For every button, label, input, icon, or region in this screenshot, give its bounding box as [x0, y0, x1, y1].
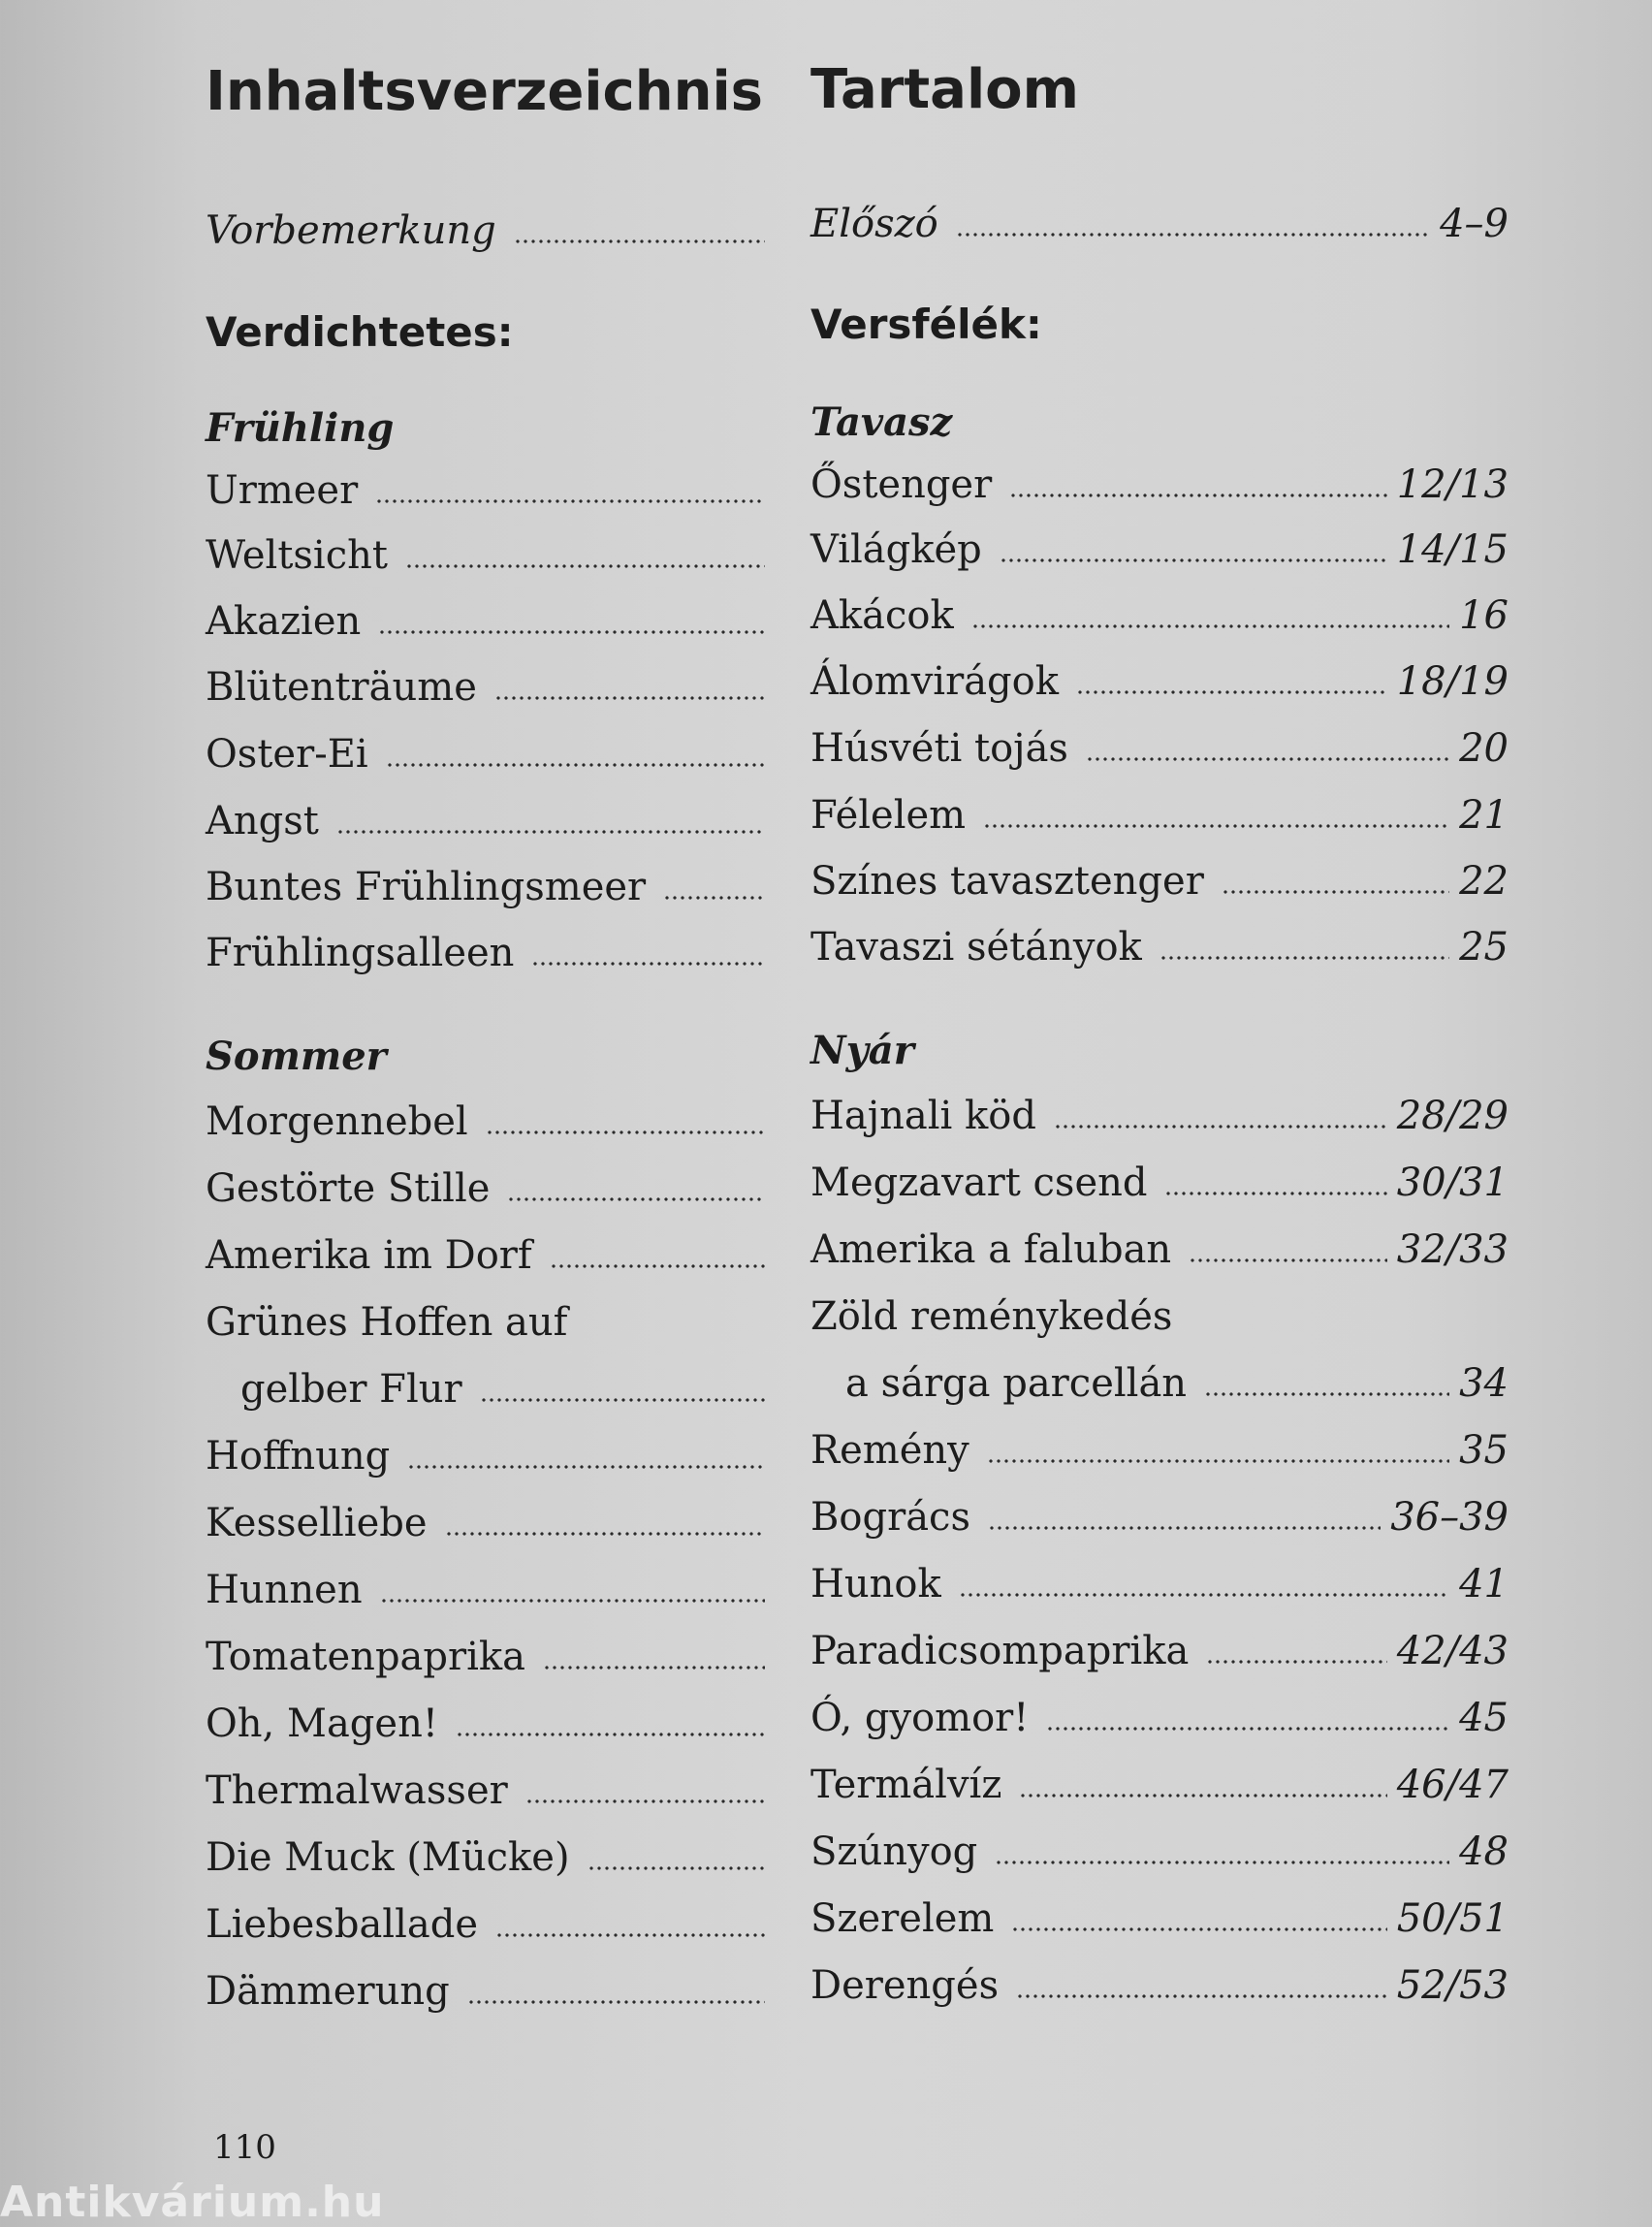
toc-entry-hu: Akácok 16: [810, 593, 1509, 638]
page-number: 110: [213, 2128, 276, 2167]
page-ref: 18/19: [1396, 659, 1509, 704]
dot-leader: [1000, 558, 1387, 562]
page-ref: 14/15: [1396, 527, 1509, 572]
dot-leader: [1164, 1192, 1386, 1195]
dot-leader: [445, 1532, 765, 1536]
toc-entry-hu: Remény 35: [810, 1428, 1509, 1473]
foreword-de-label: Vorbemerkung: [206, 208, 496, 253]
page-ref: 4–9: [1440, 202, 1509, 246]
spring-title-hu: Tavasz: [810, 399, 953, 445]
watermark-logo: Antikvárium.hu: [0, 2178, 385, 2227]
toc-entry-hu: Termálvíz 46/47: [810, 1763, 1509, 1807]
toc-entry-de: Die Muck (Mücke): [206, 1835, 775, 1893]
toc-entry-hu: Derengés 52/53: [810, 1963, 1509, 2008]
dot-leader: [1011, 1927, 1386, 1931]
dot-leader: [1086, 757, 1449, 761]
dot-leader: [405, 564, 765, 568]
toc-entry-de: Gestörte Stille: [206, 1166, 775, 1225]
summer-title-de: Sommer: [206, 1034, 387, 1079]
dot-leader: [378, 630, 765, 634]
page-ref: 41: [1459, 1562, 1509, 1607]
toc-entry-hu: a sárga parcellán 34: [845, 1361, 1509, 1406]
toc-entry-hu: Hajnali köd 28/29: [810, 1094, 1509, 1138]
toc-entry-hu: Szerelem 50/51: [810, 1896, 1509, 1941]
page-ref: 28/29: [1396, 1094, 1509, 1138]
toc-entry-hu: Színes tavasztenger 22: [810, 859, 1509, 904]
toc-entry-de: Oster-Ei: [206, 732, 775, 790]
dot-leader: [480, 1398, 765, 1402]
toc-entry-de: Akazien: [206, 599, 775, 657]
dot-leader: [1222, 890, 1449, 894]
dot-leader: [467, 2000, 765, 2004]
dot-leader: [959, 1593, 1449, 1597]
foreword-de-row: [206, 208, 775, 267]
page-ref: 52/53: [1396, 1963, 1509, 2008]
page-ref: 22: [1459, 859, 1509, 904]
page-ref: 42/43: [1396, 1629, 1509, 1673]
dot-leader: [507, 1197, 765, 1201]
dot-leader: [663, 896, 765, 900]
category-hu: Versfélék:: [810, 301, 1042, 348]
dot-leader: [550, 1264, 765, 1268]
toc-entry-de: Thermalwasser: [206, 1768, 775, 1827]
dot-leader: [456, 1733, 765, 1736]
toc-entry-hu: Megzavart csend 30/31: [810, 1161, 1509, 1205]
dot-leader: [1189, 1258, 1387, 1262]
page-ref: 46/47: [1396, 1763, 1509, 1807]
toc-entry-hu: Szúnyog 48: [810, 1829, 1509, 1874]
category-de: Verdichtetes:: [206, 308, 514, 356]
toc-entry-de: Liebesballade: [206, 1902, 775, 1960]
dot-leader: [1009, 493, 1386, 497]
toc-entry-de: Amerika im Dorf: [206, 1233, 775, 1291]
toc-entry-de-line1: Grünes Hoffen auf: [206, 1300, 568, 1345]
toc-entry-hu: Húsvéti tojás 20: [810, 726, 1509, 771]
dot-leader: [971, 624, 1449, 628]
toc-entry-de: Frühlingsalleen: [206, 931, 775, 989]
page-ref: 34: [1459, 1361, 1509, 1406]
dot-leader: [486, 1130, 765, 1134]
page-ref: 36–39: [1390, 1495, 1509, 1540]
dot-leader: [1046, 1727, 1449, 1731]
dot-leader: [956, 233, 1430, 237]
dot-leader: [1160, 956, 1449, 960]
page-ref: 48: [1459, 1829, 1509, 1874]
page-ref: 20: [1459, 726, 1509, 771]
page-ref: 45: [1459, 1696, 1509, 1740]
toc-entry-hu: Ó, gyomor! 45: [810, 1696, 1509, 1740]
dot-leader: [995, 1861, 1449, 1864]
dot-leader: [407, 1465, 765, 1469]
dot-leader: [987, 1459, 1449, 1463]
page-ref: 35: [1459, 1428, 1509, 1473]
toc-entry-hu: Álomvirágok 18/19: [810, 659, 1509, 704]
toc-entry-de: Urmeer: [206, 468, 775, 526]
toc-entry-hu: Félelem 21: [810, 793, 1509, 838]
toc-entry-hu: Hunok 41: [810, 1562, 1509, 1607]
foreword-hu-label: Előszó: [810, 202, 938, 246]
foreword-hu-row: [810, 202, 1509, 260]
summer-title-hu: Nyár: [810, 1028, 914, 1073]
toc-entry-hu: Őstenger 12/13: [810, 462, 1509, 507]
dot-leader: [1204, 1392, 1449, 1396]
dot-leader: [531, 962, 765, 966]
dot-leader: [588, 1866, 765, 1870]
toc-entry-de: gelber Flur: [206, 1367, 775, 1425]
german-heading: Inhaltsverzeichnis: [206, 60, 763, 123]
dot-leader: [495, 1933, 765, 1937]
dot-leader: [380, 1599, 765, 1603]
dot-leader: [375, 499, 765, 503]
spring-title-de: Frühling: [206, 405, 395, 451]
dot-leader: [1054, 1125, 1387, 1129]
toc-entry-de: Dämmerung: [206, 1969, 775, 2027]
page-ref: 30/31: [1396, 1161, 1509, 1205]
toc-entry-de: Buntes Frühlingsmeer: [206, 865, 775, 923]
dot-leader: [1076, 690, 1387, 694]
dot-leader: [983, 824, 1449, 828]
page-ref: 12/13: [1396, 462, 1509, 507]
toc-entry-de: Hunnen: [206, 1568, 775, 1626]
page-ref: 16: [1459, 593, 1509, 638]
page-ref: 32/33: [1396, 1227, 1509, 1272]
toc-entry-de: Weltsicht: [206, 533, 775, 591]
page-ref: 25: [1459, 925, 1509, 970]
toc-entry-de: Hoffnung: [206, 1434, 775, 1492]
dot-leader: [514, 239, 765, 243]
dot-leader: [1206, 1660, 1386, 1664]
dot-leader: [1019, 1794, 1386, 1798]
dot-leader: [988, 1526, 1381, 1530]
dot-leader: [1016, 1994, 1387, 1998]
dot-leader: [336, 830, 765, 834]
toc-entry-de: Tomatenpaprika: [206, 1635, 775, 1693]
toc-entry-hu: Bogrács 36–39: [810, 1495, 1509, 1540]
toc-entry-de: Kesselliebe: [206, 1501, 775, 1559]
toc-entry-hu: Tavaszi sétányok 25: [810, 925, 1509, 970]
page-ref: 21: [1459, 793, 1509, 838]
dot-leader: [525, 1799, 765, 1803]
toc-entry-hu-line1: Zöld reménykedés: [810, 1294, 1173, 1339]
page-ref: 50/51: [1396, 1896, 1509, 1941]
toc-entry-hu: Amerika a faluban 32/33: [810, 1227, 1509, 1272]
toc-entry-hu: Világkép 14/15: [810, 527, 1509, 572]
toc-entry-de: Oh, Magen!: [206, 1702, 775, 1760]
dot-leader: [543, 1666, 765, 1670]
dot-leader: [386, 763, 765, 767]
dot-leader: [494, 696, 765, 700]
toc-entry-de: Angst: [206, 799, 775, 857]
hungarian-heading: Tartalom: [810, 58, 1079, 121]
toc-entry-de: Morgennebel: [206, 1099, 775, 1158]
toc-entry-de: Blütenträume: [206, 665, 775, 723]
toc-entry-hu: Paradicsompaprika 42/43: [810, 1629, 1509, 1673]
